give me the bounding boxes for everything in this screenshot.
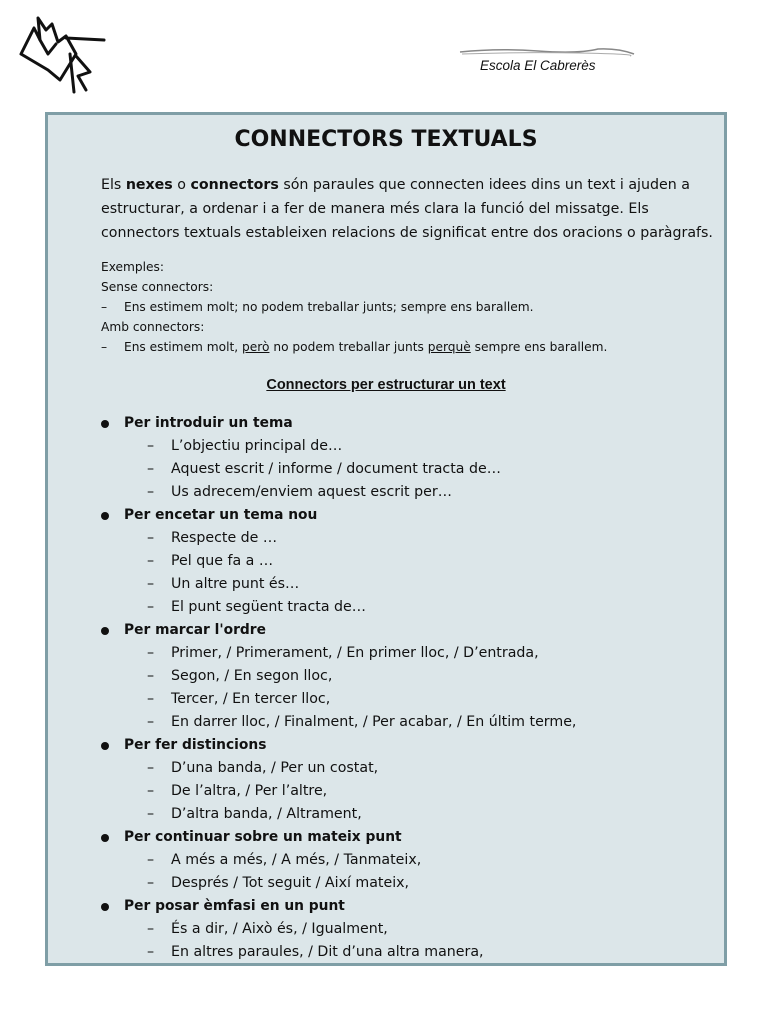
list-item bbox=[101, 711, 721, 734]
list-item bbox=[101, 757, 721, 780]
list-item-text: En altres paraules, / Dit d’una altra manera, bbox=[171, 944, 484, 960]
section-heading bbox=[101, 504, 721, 527]
bullet-icon bbox=[101, 834, 109, 842]
list-item bbox=[101, 780, 721, 803]
dash-marker: – bbox=[147, 691, 155, 707]
list-item-text: D’una banda, / Per un costat, bbox=[171, 760, 379, 776]
dash-marker: – bbox=[147, 944, 155, 960]
intro-text: Els bbox=[101, 177, 126, 193]
list-item-text: Respecte de … bbox=[171, 530, 278, 546]
section-heading-text: Per fer distincions bbox=[124, 737, 267, 753]
list-item-text: D’altra banda, / Altrament, bbox=[171, 806, 362, 822]
dash-marker: – bbox=[147, 553, 155, 569]
list-item-text: Us adrecem/enviem aquest escrit per… bbox=[171, 484, 452, 500]
list-item-text: Pel que fa a … bbox=[171, 553, 274, 569]
example-text: Ens estimem molt; no podem treballar junts; sempre ens barallem. bbox=[124, 300, 534, 314]
bullet-icon bbox=[101, 903, 109, 911]
list-item-text: Tercer, / En tercer lloc, bbox=[171, 691, 331, 707]
section-heading bbox=[101, 895, 721, 918]
list-item bbox=[101, 941, 721, 964]
list-item bbox=[101, 803, 721, 826]
list-item-text: Primer, / Primerament, / En primer lloc, / D’entrada, bbox=[171, 645, 539, 661]
without-connectors-example bbox=[101, 297, 701, 317]
dash-marker: – bbox=[147, 461, 155, 477]
connector-perque: perquè bbox=[427, 340, 471, 354]
list-item-text: És a dir, / Això és, / Igualment, bbox=[171, 921, 388, 937]
list-item bbox=[101, 458, 721, 481]
list-item-text: Després / Tot seguit / Així mateix, bbox=[171, 875, 410, 891]
dash-marker: – bbox=[101, 300, 108, 314]
bullet-icon bbox=[101, 512, 109, 520]
dash-marker: – bbox=[147, 783, 155, 799]
examples-block bbox=[101, 257, 701, 357]
dash-marker: – bbox=[147, 530, 155, 546]
dash-marker: – bbox=[147, 484, 155, 500]
bullet-icon bbox=[101, 627, 109, 635]
section-heading bbox=[101, 734, 721, 757]
section-heading-text: Per introduir un tema bbox=[124, 415, 293, 431]
list-item bbox=[101, 849, 721, 872]
dash-marker: – bbox=[147, 438, 155, 454]
list-item-text: Segon, / En segon lloc, bbox=[171, 668, 333, 684]
intro-term-nexes: nexes bbox=[125, 177, 173, 193]
section-heading-text: Per continuar sobre un mateix punt bbox=[124, 829, 402, 845]
list-item bbox=[101, 550, 721, 573]
example-text: no podem treballar junts bbox=[269, 340, 428, 354]
dash-marker: – bbox=[147, 806, 155, 822]
list-item-text: El punt següent tracta de… bbox=[171, 599, 366, 615]
connector-sections bbox=[101, 412, 721, 964]
list-item-text: Aquest escrit / informe / document tracta de… bbox=[171, 461, 501, 477]
list-item-text: De l’altra, / Per l’altre, bbox=[171, 783, 328, 799]
dash-marker: – bbox=[101, 340, 108, 354]
example-text: Ens estimem molt, bbox=[124, 340, 243, 354]
section-heading-text: Per posar èmfasi en un punt bbox=[124, 898, 345, 914]
school-name: Escola El Cabrerès bbox=[480, 58, 596, 73]
list-item-text: L’objectiu principal de… bbox=[171, 438, 343, 454]
intro-term-connectors: connectors bbox=[190, 177, 279, 193]
dash-marker: – bbox=[147, 875, 155, 891]
list-item bbox=[101, 872, 721, 895]
connector-pero: però bbox=[242, 340, 270, 354]
section-heading bbox=[101, 412, 721, 435]
examples-label: Exemples: bbox=[101, 260, 164, 274]
section-heading bbox=[101, 826, 721, 849]
content-box bbox=[45, 112, 727, 966]
list-item bbox=[101, 481, 721, 504]
list-item bbox=[101, 573, 721, 596]
intro-text: són paraules que connecten idees dins un text i ajuden a estructurar, a ordenar i a fer de manera més clara la funció del missatge. Els connectors textuals estableixen relacions de significat entre dos oracions o paràgrafs. bbox=[101, 177, 713, 241]
dash-marker: – bbox=[147, 760, 155, 776]
list-item bbox=[101, 527, 721, 550]
with-connectors-example bbox=[101, 337, 701, 357]
bullet-icon bbox=[101, 742, 109, 750]
list-item bbox=[101, 596, 721, 619]
dash-marker: – bbox=[147, 921, 155, 937]
dash-marker: – bbox=[147, 852, 155, 868]
without-connectors-label: Sense connectors: bbox=[101, 280, 214, 294]
list-item bbox=[101, 665, 721, 688]
dash-marker: – bbox=[147, 599, 155, 615]
section-subtitle: Connectors per estructurar un text bbox=[266, 377, 506, 393]
list-item bbox=[101, 642, 721, 665]
section-heading-text: Per marcar l'ordre bbox=[124, 622, 266, 638]
dash-marker: – bbox=[147, 668, 155, 684]
dash-marker: – bbox=[147, 714, 155, 730]
dash-marker: – bbox=[147, 576, 155, 592]
dash-marker: – bbox=[147, 645, 155, 661]
list-item bbox=[101, 435, 721, 458]
intro-text: o bbox=[172, 177, 191, 193]
list-item-text: Un altre punt és… bbox=[171, 576, 300, 592]
page-title: CONNECTORS TEXTUALS bbox=[234, 127, 538, 152]
section-heading bbox=[101, 619, 721, 642]
bullet-icon bbox=[101, 420, 109, 428]
intro-paragraph bbox=[101, 173, 726, 245]
example-text: sempre ens barallem. bbox=[470, 340, 608, 354]
with-connectors-label: Amb connectors: bbox=[101, 320, 205, 334]
list-item-text: En darrer lloc, / Finalment, / Per acabar, / En últim terme, bbox=[171, 714, 577, 730]
list-item bbox=[101, 918, 721, 941]
school-name-block bbox=[458, 46, 638, 78]
list-item bbox=[101, 688, 721, 711]
section-heading-text: Per encetar un tema nou bbox=[124, 507, 318, 523]
school-logo bbox=[18, 14, 110, 96]
list-item-text: A més a més, / A més, / Tanmateix, bbox=[171, 852, 422, 868]
